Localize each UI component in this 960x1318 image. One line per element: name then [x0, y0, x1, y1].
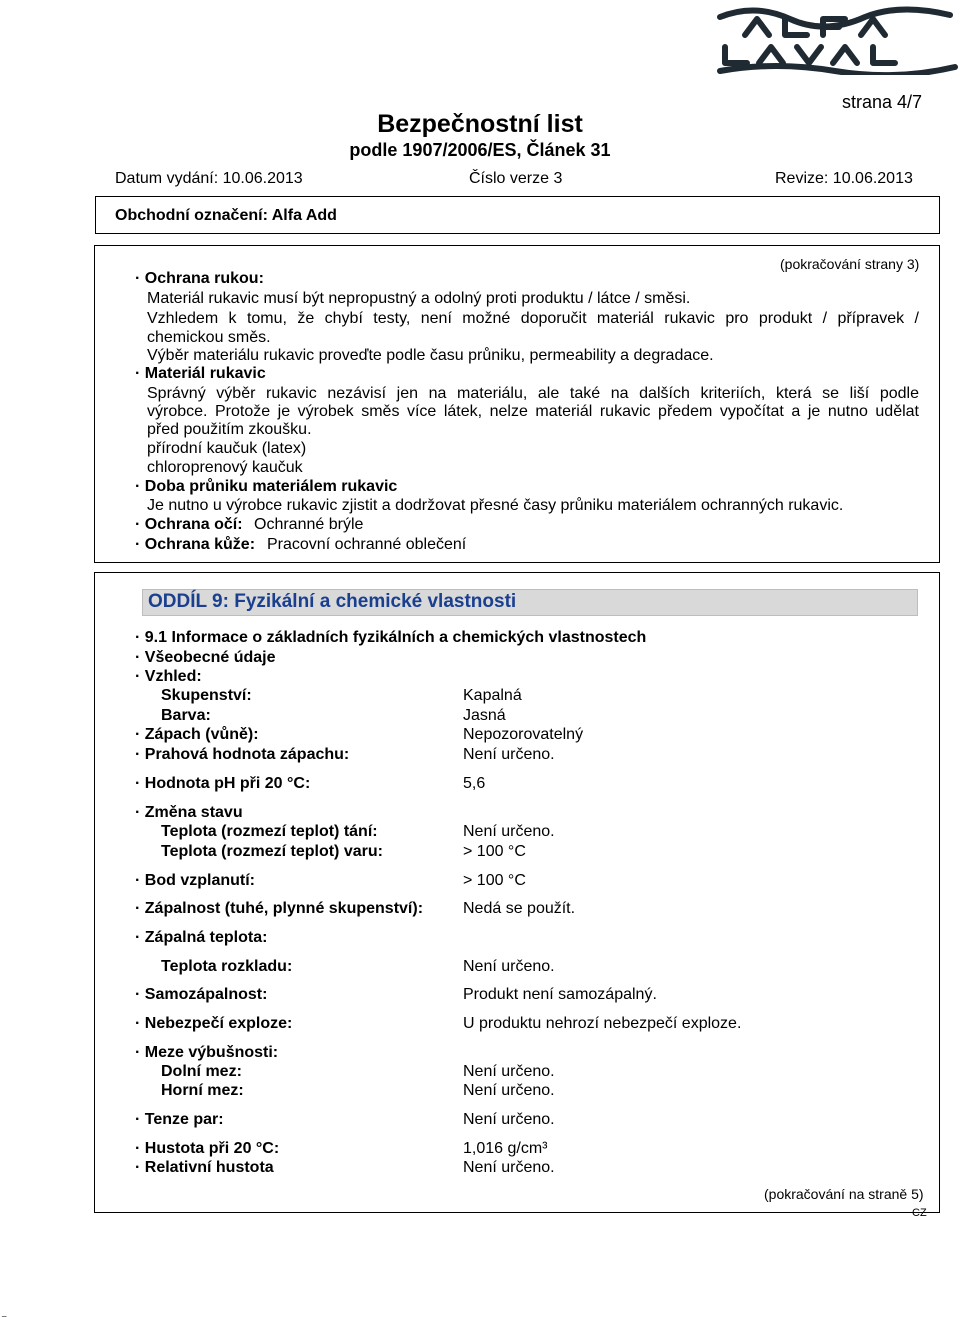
hand-line-1: Materiál rukavic musí být nepropustný a odolný proti produktu / látce / směsi. [147, 290, 691, 307]
property-label: Dolní mez: [161, 1063, 242, 1080]
alfa-laval-logo [715, 5, 960, 75]
glove-line-4: přírodní kaučuk (latex) [147, 440, 307, 457]
property-label: · Hodnota pH při 20 °C: [135, 775, 311, 792]
property-label: Teplota (rozmezí teplot) tání: [161, 823, 378, 840]
property-label: · Nebezpečí exploze: [135, 1015, 293, 1032]
continued-to: (pokračování na straně 5) [764, 1186, 924, 1202]
property-label: · Vzhled: [135, 668, 202, 685]
glove-line-5: chloroprenový kaučuk [147, 459, 303, 476]
property-value: Není určeno. [463, 958, 555, 975]
property-label: · Prahová hodnota zápachu: [135, 746, 350, 763]
property-label: · Zápalná teplota: [135, 929, 268, 946]
property-label: · Změna stavu [135, 804, 243, 821]
document-subtitle: podle 1907/2006/ES, Článek 31 [349, 140, 611, 160]
property-value: 5,6 [463, 775, 486, 792]
property-label: · Zápalnost (tuhé, plynné skupenství): [135, 900, 424, 917]
property-value: > 100 °C [463, 843, 526, 860]
hand-line-4: Výběr materiálu rukavic proveďte podle času průniku, permeability a degradace. [147, 347, 714, 364]
version-number: Číslo verze 3 [469, 170, 563, 187]
property-value: Není určeno. [463, 1082, 555, 1099]
general-info-heading: · Všeobecné údaje [135, 649, 276, 666]
trade-name: Obchodní označení: Alfa Add [115, 207, 337, 224]
glove-line-3: před použitím zkoušku. [147, 421, 312, 438]
property-value: Nedá se použít. [463, 900, 576, 917]
breakthrough-heading: · Doba průniku materiálem rukavic [135, 478, 398, 495]
property-label: · Samozápalnost: [135, 986, 268, 1003]
property-value: Není určeno. [463, 823, 555, 840]
property-value: Produkt není samozápalný. [463, 986, 657, 1003]
property-value: Jasná [463, 707, 506, 724]
hand-line-2: Vzhledem k tomu, že chybí testy, není možné doporučit materiál rukavic pro produkt / přípravek / [147, 310, 919, 327]
revision-date: Revize: 10.06.2013 [775, 170, 913, 187]
section-9-title: ODDÍL 9: Fyzikální a chemické vlastnosti [148, 591, 517, 612]
property-value: Není určeno. [463, 1063, 555, 1080]
property-label: · Tenze par: [135, 1111, 224, 1128]
eye-protection-label: · Ochrana očí: [135, 516, 243, 533]
property-value: U produktu nehrozí nebezpečí exploze. [463, 1015, 742, 1032]
glove-line-2: výrobce. Protože je výrobek směs více látek, nelze materiál rukavic předem vypočítat a je nutno udělat [147, 403, 919, 420]
breakthrough-text: Je nutno u výrobce rukavic zjistit a dodržovat přesné časy průniku materiálem ochranných rukavic. [147, 497, 844, 514]
issue-date: Datum vydání: 10.06.2013 [115, 170, 303, 187]
property-label: Teplota rozkladu: [161, 958, 293, 975]
property-value: Nepozorovatelný [463, 726, 584, 743]
property-label: Barva: [161, 707, 211, 724]
section-9-1-heading: · 9.1 Informace o základních fyzikálních a chemických vlastnostech [135, 629, 647, 646]
property-value: > 100 °C [463, 872, 526, 889]
page-number: strana 4/7 [842, 92, 923, 112]
property-value: 1,016 g/cm³ [463, 1140, 548, 1157]
hand-protection-heading: · Ochrana rukou: [135, 270, 264, 287]
property-label: Skupenství: [161, 687, 252, 704]
property-label: · Relativní hustota [135, 1159, 274, 1176]
property-value: Není určeno. [463, 746, 555, 763]
document-title: Bezpečnostní list [377, 110, 583, 138]
property-label: · Meze výbušnosti: [135, 1044, 279, 1061]
property-label: Teplota (rozmezí teplot) varu: [161, 843, 383, 860]
glove-material-heading: · Materiál rukavic [135, 365, 266, 382]
property-label: · Bod vzplanutí: [135, 872, 255, 889]
continued-from: (pokračování strany 3) [780, 256, 920, 272]
hand-line-3: chemickou směs. [147, 329, 271, 346]
property-label: · Zápach (vůně): [135, 726, 259, 743]
language-code: CZ [912, 1207, 927, 1219]
eye-protection-value: Ochranné brýle [254, 516, 364, 533]
property-value: Kapalná [463, 687, 522, 704]
property-value: Není určeno. [463, 1111, 555, 1128]
skin-protection-value: Pracovní ochranné oblečení [267, 536, 467, 553]
property-label: Horní mez: [161, 1082, 244, 1099]
property-value: Není určeno. [463, 1159, 555, 1176]
skin-protection-label: · Ochrana kůže: [135, 536, 256, 553]
property-label: · Hustota při 20 °C: [135, 1140, 280, 1157]
glove-line-1: Správný výběr rukavic nezávisí jen na materiálu, ale také na dalších kriteriích, která se liší podle [147, 385, 919, 402]
corner-mark: _ [2, 1308, 7, 1317]
